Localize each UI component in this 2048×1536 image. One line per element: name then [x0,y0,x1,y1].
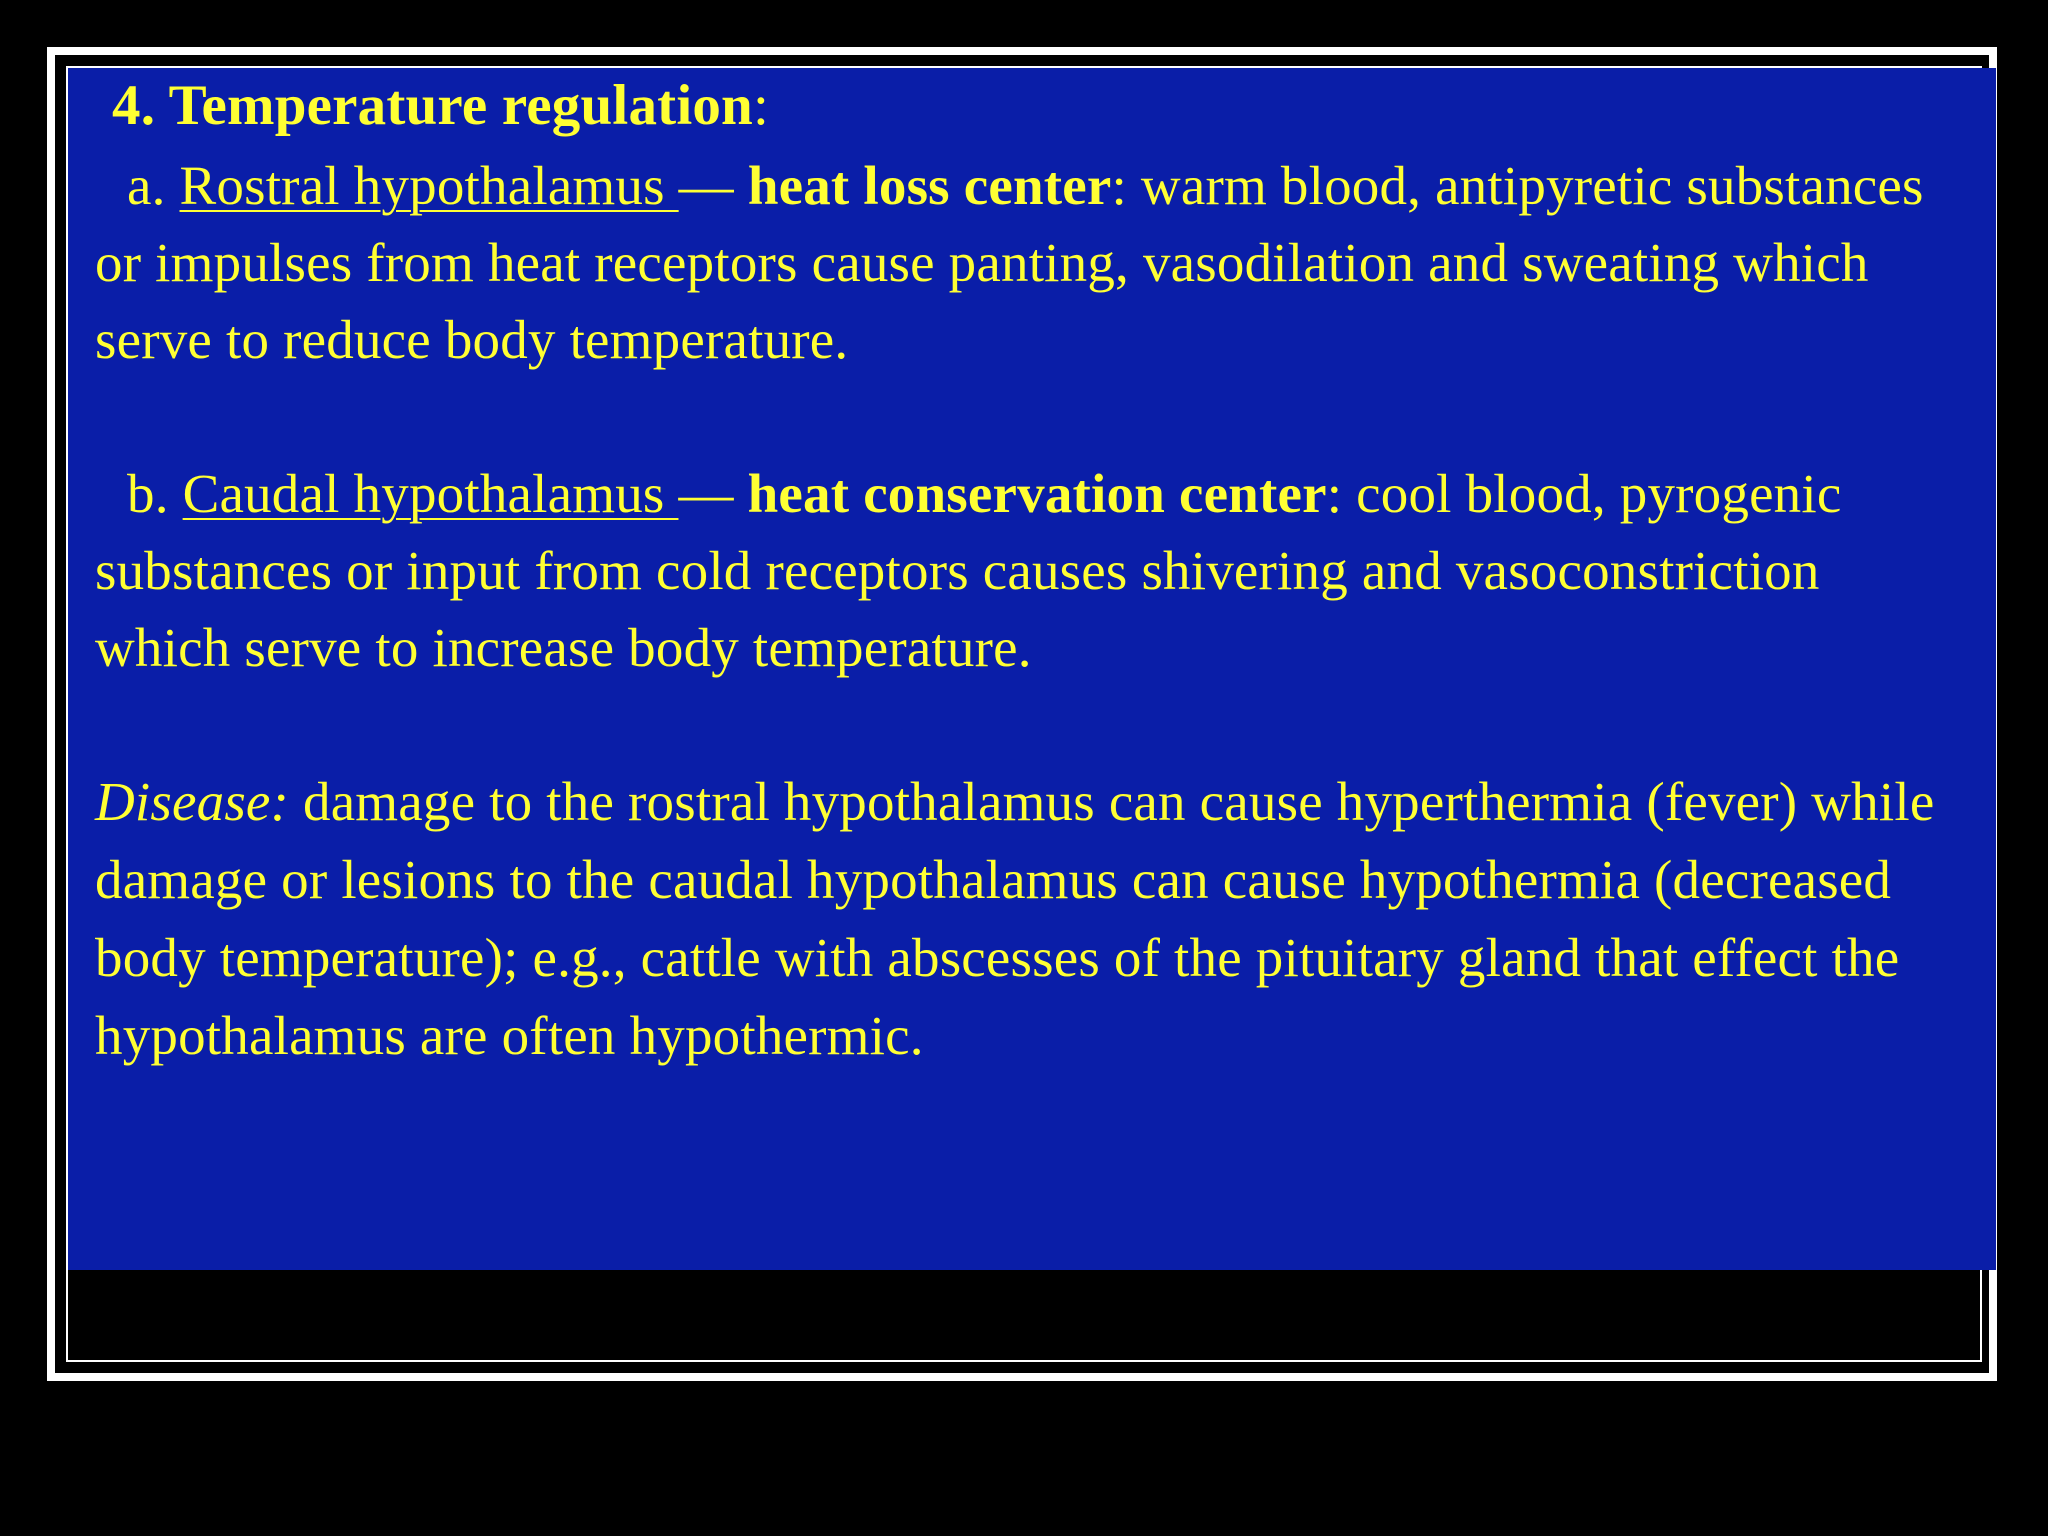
slide-title-text: 4. Temperature regulation [112,74,753,137]
slide-title-colon: : [752,74,770,137]
section-a-dash: — [678,155,748,216]
section-a-prefix: a. [127,155,180,216]
section-a-region: Rostral hypothalamus [179,155,679,216]
slide-content-panel [68,68,1996,1270]
section-b-center: heat conservation center [747,463,1327,524]
disease-text: damage to the rostral hypothalamus can cause hyperthermia (fever) while damage or lesions to the caudal hypothalamus can cause hypothermia (decreased body temperature); e.g., cattle with abscesses of the pituitary gland that effect the hypothalamus are often hypothermic. [95,771,1935,1066]
disease-paragraph [95,763,1966,1075]
section-a-paragraph [95,147,1966,378]
section-b-prefix: b. [127,463,183,524]
section-b-region: Caudal hypothalamus [182,463,679,524]
section-a-center: heat loss center [747,155,1112,216]
section-b-dash: — [678,463,748,524]
section-a-description: : warm blood, antipyretic substances or impulses from heat receptors cause panting, vasodilation and sweating which serve to reduce body temperature. [95,155,1924,370]
section-b-description: : cool blood, pyrogenic substances or input from cold receptors causes shivering and vasoconstriction which serve to increase body temperature. [95,463,1842,678]
disease-label: Disease: [95,771,290,832]
slide-title [95,68,1966,141]
section-b-paragraph [95,455,1966,686]
